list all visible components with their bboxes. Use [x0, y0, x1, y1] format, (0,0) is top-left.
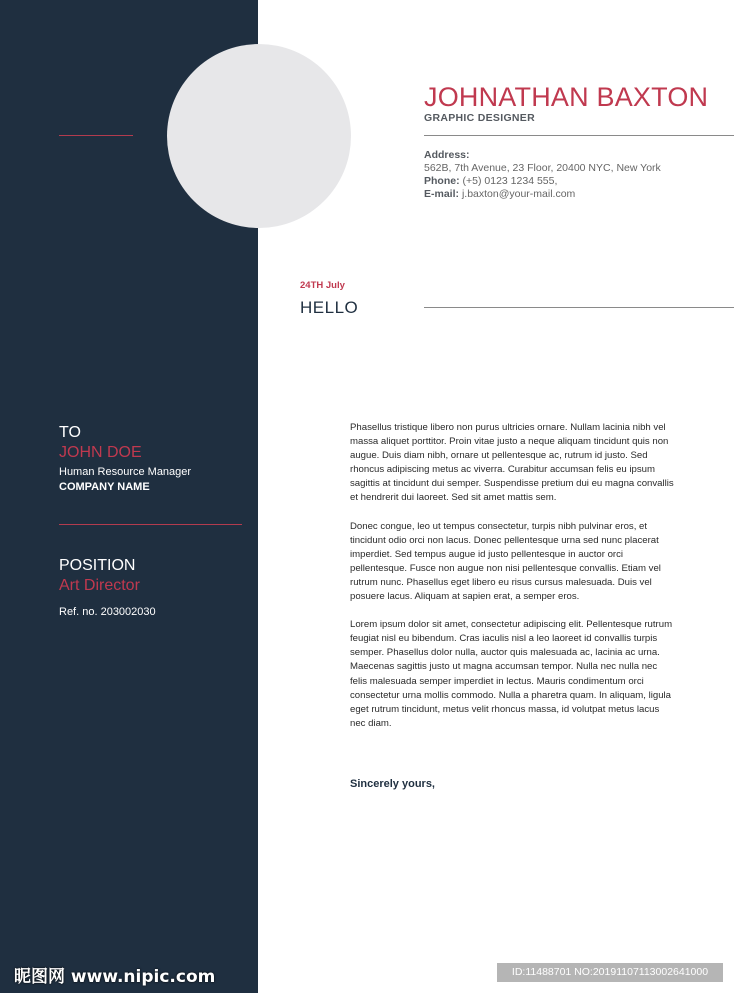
to-label: TO — [59, 424, 81, 441]
address-label: Address: — [424, 149, 470, 161]
phone-label: Phone: — [424, 175, 460, 187]
position-label: POSITION — [59, 557, 136, 574]
address-value: 562B, 7th Avenue, 23 Floor, 20400 NYC, New York — [424, 162, 661, 174]
recipient-company: COMPANY NAME — [59, 481, 150, 493]
watermark-id: ID:11488701 NO:20191107113002641000 — [497, 963, 723, 982]
sidebar-divider-top — [59, 135, 133, 136]
letter-body — [350, 421, 676, 745]
paragraph: Phasellus tristique libero non purus ultricies ornare. Nullam lacinia nibh vel massa aliquet porttitor. Proin vitae justo a neque aliquam tincidunt quis non augue. Duis diam nibh, ornare ut pellentesque ac, rutrum id justo. Sed rhoncus adipiscing metus ac viverra. Curabitur accumsan felis eu ipsum sagittis at tincidunt dui semper. Suspendisse pretium dui eu magna convallis et hendrerit dui laoreet. Sed sit amet mattis sem. — [350, 422, 674, 504]
phone-value: (+5) 0123 1234 555, — [462, 175, 558, 187]
sidebar-divider-middle — [59, 524, 242, 525]
greeting-divider — [424, 307, 734, 308]
closing-signature: Sincerely yours, — [350, 778, 435, 790]
greeting: HELLO — [300, 298, 359, 317]
recipient-name: JOHN DOE — [59, 444, 142, 461]
paragraph: Lorem ipsum dolor sit amet, consectetur adipiscing elit. Pellentesque rutrum feugiat nisl eu bibendum. Cras iaculis nisl a leo laoreet id convallis turpis semper. Phasellus dolor nulla, auctor quis malesuada ac, lacinia ac urna. Maecenas sagittis justo ut magna accumsan tempor. Nulla nec nulla nec felis malesuada semper imperdiet in lectus. Mauris condimentum orci consectetur urna mollis commodo. Nulla a pharetra quam. In aliquam, ligula eget rutrum tincidunt, metus velit rhoncus massa, id volutpat metus lacus nec diam. — [350, 619, 673, 729]
header-divider — [424, 135, 734, 136]
email-label: E-mail: — [424, 188, 460, 200]
applicant-title: GRAPHIC DESIGNER — [424, 112, 535, 124]
reference-number: Ref. no. 203002030 — [59, 606, 156, 618]
contact-block — [424, 149, 724, 201]
watermark-logo: 昵图网 www.nipic.com — [14, 967, 216, 987]
profile-photo-placeholder — [167, 44, 351, 228]
letter-date: 24TH July — [300, 280, 345, 291]
applicant-name: JOHNATHAN BAXTON — [424, 82, 709, 112]
recipient-role: Human Resource Manager — [59, 466, 192, 478]
paragraph: Donec congue, leo ut tempus consectetur, turpis nibh pulvinar eros, et tincidunt odio orci non lacus. Donec pellentesque urna sed nunc placerat imperdiet. Sed tempus augue id justo pellentesque in auctor orci pellentesque. Fusce non augue non nisi pellentesque convallis. Etiam vel rutrum nunc. Phasellus eget libero eu risus cursus malesuada. Duis vel posuere lacus. Aliquam at sapien erat, a semper eros. — [350, 520, 661, 603]
position-value: Art Director — [59, 577, 140, 594]
email-value: j.baxton@your-mail.com — [461, 188, 576, 200]
